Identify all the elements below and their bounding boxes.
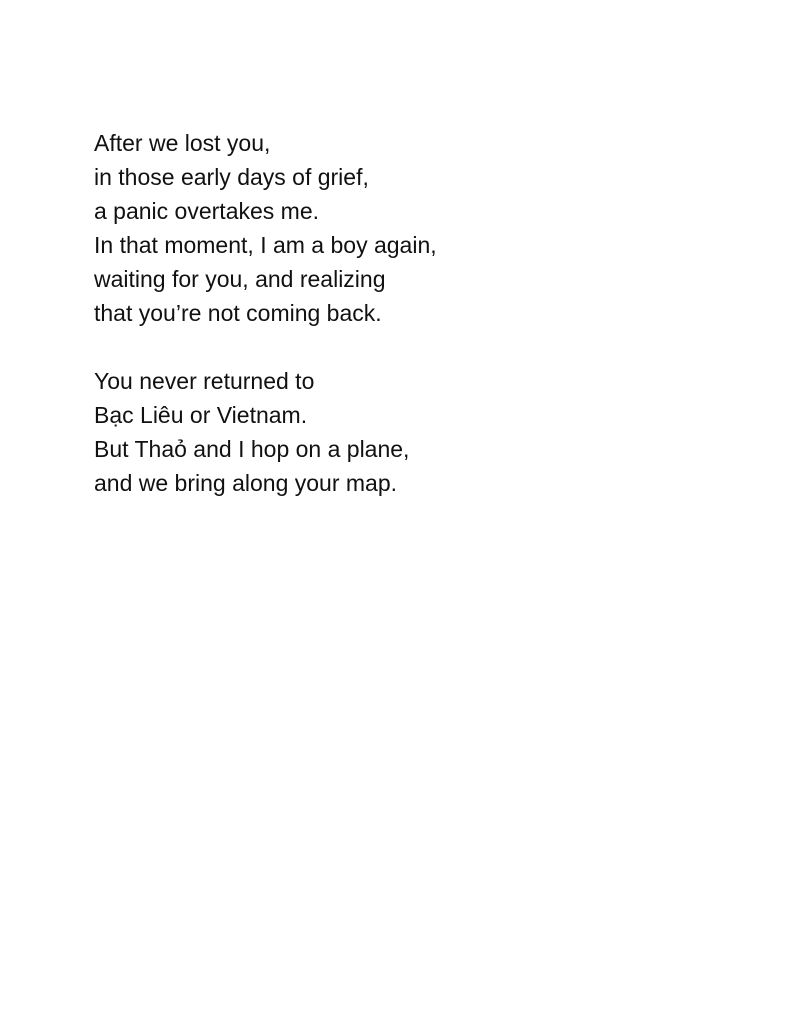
poem-line: in those early days of grief, (94, 164, 369, 190)
poem-line: Bạc Liêu or Vietnam. (94, 402, 308, 428)
poem-line: You never returned to (94, 368, 315, 394)
poem-line: and we bring along your map. (94, 470, 398, 496)
poem-line: a panic overtakes me. (94, 198, 320, 224)
poem-line: waiting for you, and realizing (94, 266, 386, 292)
poem-line: that you’re not coming back. (94, 300, 382, 326)
poem (94, 126, 714, 500)
poem-line: After we lost you, (94, 130, 271, 156)
stanza-1 (94, 126, 714, 330)
poem-line: In that moment, I am a boy again, (94, 232, 437, 258)
stanza-2 (94, 364, 714, 500)
poem-line: But Thaỏ and I hop on a plane, (94, 436, 410, 462)
